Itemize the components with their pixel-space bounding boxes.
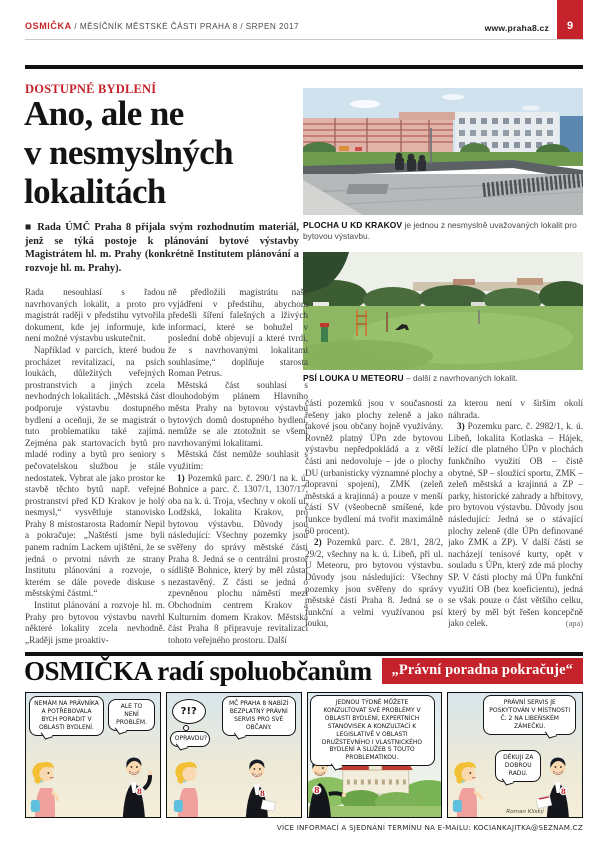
woman-character — [31, 762, 58, 817]
footer-section-title: OSMIČKA radí spoluobčanům — [24, 656, 372, 686]
photo2-caption-lead: PSÍ LOUKA U METEORU — [303, 373, 404, 383]
comic-panel-1 — [25, 692, 161, 818]
comic-panel-3 — [307, 692, 443, 818]
speech-bubble: NEMÁM NA PRÁVNÍKA A POTŘEBOVALA BYCH PORADIT V OBLASTI BYDLENÍ. — [29, 696, 104, 736]
article-lead: ■ Rada ÚMČ Praha 8 přijala svým rozhodnutím materiál, jenž se týká postoje k plánování bytové výstavby Magistrátem hl. m. Prahy (konkrétně Institutem plánování a rozvoje hl. m. Prahy). — [25, 222, 299, 274]
photo-kd-krakov — [303, 88, 583, 215]
woman-character — [174, 762, 198, 817]
body-column-1 — [25, 287, 165, 648]
author-credit: (apa) — [565, 618, 583, 628]
list-number: 2) — [314, 537, 322, 548]
headline-line-1: Ano, ale ne — [24, 94, 184, 133]
speech-bubble: JEDNOU TÝDNĚ MŮŽETE KONZULTOVAT SVÉ PROBLÉMY V OBLASTI BYDLENÍ, EXPERTNÍCH STANOVISEK A KONZULTACÍ K LEGISLATIVĚ V OBLASTI DRUŽSTEVNÍHO I VLASTNICKÉHO BYDLENÍ A SLUŽEB S TOUTO PROBLEMATIKOU. — [310, 695, 435, 766]
paragraph: Městská část souhlasí s dlouhodobým plánem Hlavního města Prahy na bytovou výstavbu bytových domů dostupného bydlení, nemůže se ale ztotožnit se všemi navrhovanými lokalitami. — [168, 379, 308, 448]
svg-text:8: 8 — [136, 786, 142, 796]
body-column-2 — [168, 287, 308, 648]
paragraph: Například v parcích, které budou procházet revitalizací, na psích loukách, důležitých veřejných prostranstvích a jiných zcela nevhodných lokalitách. „Městská část podporuje výstavbu dostupného bydlení a oceňuji, že se magistrát o tuto problematiku také zajímá. Zejména pak startovacích bytů pro mladé rodiny a bytů pro seniory s pečovatelskou službou je stále nedostatek. Vybrat ale jako prostor ke stavbě těchto bytů např. veřejné prostranství před KD Krakov je holý nesmysl,“ vysvětluje stanovisko Prahy 8 místostarosta Radomír Nepil a pokračuje: „Naštěstí jsme byli panem radním Lackem ujištěni, že se jedná o prvotní návrh ze strany Institutu plánování a rozvoje, o kterém se dále povede diskuse s městskými částmi.“ — [25, 344, 165, 599]
comic-strip — [25, 692, 583, 818]
photo1-caption-lead: PLOCHA U KD KRAKOV — [303, 220, 403, 230]
comic-art-woman-and-man — [26, 745, 160, 817]
svg-text:8: 8 — [313, 785, 320, 796]
svg-text:8: 8 — [259, 788, 265, 798]
speech-bubble: PRÁVNÍ SERVIS JE POSKYTOVÁN V MÍSTNOSTI Č. 2 NA LIBEŇSKÉM ZÁMEČKU. — [483, 695, 576, 735]
speech-bubble: DĚKUJI ZA DOBROU RADU. — [495, 750, 541, 782]
paragraph-text: Pozemků parc. č. 290/1 na k. ú. Bohnice a parc. č. 1307/1, 1307/17, oba na k. ú. Troja, všechny v okolí ul. Lodžská, lokalita Krakov, pro bytovou výstavbu. Důvody jsou následující: Všechny pozemky jsou svěřeny do správy městské části Praha 8. Jedná se o centrální prostor sídliště Bohnice, který by měl zůstat nezastavěný. Z části se jedná o zpevněnou plochu náměstí mezi Obchodním centrem Krakov a Kulturním domem Krakov. Městská část Praha 8 připravuje revitalizaci tohoto veřejného prostoru. Další — [168, 472, 308, 645]
article-kicker: DOSTUPNÉ BYDLENÍ — [25, 82, 157, 96]
body-column-3 — [305, 398, 443, 650]
brand-logo: OSMIČKA — [25, 21, 72, 31]
comic-art-woman-and-man — [167, 745, 301, 817]
sitting-people — [395, 153, 426, 171]
praha8-badge-icon — [560, 787, 568, 796]
paragraph: Rada nesouhlasí s řadou navrhovaných lokalit, a proto pro magistrát raději v předstihu vytvořila dokument, kde jej informuje, kde není možné výstavbu uskutečnit. — [25, 287, 165, 344]
woman-character — [453, 762, 482, 817]
masthead-subtitle: / MĚSÍČNÍK MĚSTSKÉ ČÁSTI PRAHA 8 / SRPEN 2017 — [71, 22, 299, 31]
top-rule — [25, 65, 583, 69]
paragraph: části pozemků jsou v současnosti řešeny jako plochy zeleně a jako takové jsou občany hojně využívány. Rovněž platný ÚPn zde bytovou výstavbu nepředpokládá a z větší části ani nedovoluje – jde o plochy DU (urbanisticky významné plochy a dopravní spojení), ZMK (zeleň městská a krajinná) a pouze v menší části SV (všeobecně smíšené, kde funkce bydlení má tvořit maximálně 60 procent). — [305, 398, 443, 536]
list-number: 1) — [177, 472, 185, 483]
man-character — [123, 758, 152, 818]
artist-signature: Roman Kliský — [506, 809, 544, 815]
comic-panel-4 — [447, 692, 583, 818]
paragraph: Institut plánování a rozvoje hl. m. Prahy pro bytovou výstavbu navrhl některé lokality zcela nevhodně. „Raději jsme proaktiv- — [25, 600, 165, 645]
list-number: 3) — [457, 421, 465, 432]
headline-line-2: v nesmyslných — [24, 132, 234, 172]
contact-email-line: VÍCE INFORMACÍ A SJEDNÁNÍ TERMÍNU NA E-MAILU: KOCIANKAJITKA@SEZNAM.CZ — [276, 823, 583, 832]
numbered-paragraph — [448, 421, 583, 630]
paragraph-text: Pozemků parc. č. 28/1, 28/2, 29/2, všechny na k. ú. Libeň, při ul. U Meteoru, pro bytovou výstavbu. Důvody jsou následující: Všechny pozemky jsou svěřeny do správy městské části Praha 8. Jedná se o funkční a velmi využívanou psí louku, — [305, 537, 443, 629]
masthead — [25, 21, 583, 37]
comic-panel-2 — [166, 692, 302, 818]
man-character — [246, 760, 276, 818]
page-number: 9 — [566, 20, 574, 32]
speech-bubble: ALE TO NENÍ PROBLÉM. — [108, 699, 155, 731]
photo1-caption-text: je jednou z nesmyslně uvažovaných lokalit pro bytovou výstavbu. — [303, 220, 577, 242]
headline-line-3: lokalitách — [24, 171, 166, 211]
numbered-paragraph — [305, 537, 443, 630]
praha8-badge-icon — [135, 787, 143, 796]
website-url: www.praha8.cz — [484, 23, 549, 33]
photo1-caption — [303, 220, 577, 243]
photo2-caption-text: – další z navrhovaných lokalit. — [403, 373, 518, 383]
article-headline — [24, 95, 304, 212]
numbered-paragraph — [168, 473, 308, 647]
photo-psi-louka — [303, 252, 583, 370]
paragraph-text: Pozemku parc. č. 2982/1, k. ú. Libeň, lokalita Kotlaska – Hájek, ležící dle platného ÚPn v plochách funkčního využití OB – čistě obytné, SP – sloužící sportu, ZMK – zeleň městská a krajinná a ZP – parky, historické zahrady a hřbitovy, pro bytovou výstavbu. Důvody jsou následující: Jedná se o stávající plochy zeleně (dle ÚPn definované jako ZMK a ZP). V další části se nacházejí tenisové kurty, opět v souladu s ÚPn, který zde má plochy SP. V části plochy má ÚPn funkční využití OB (bez koeficientu), jedná se však pouze o část většího celku, který by měl být řešen koncepčně jako celek. — [448, 421, 583, 629]
page-number-badge — [557, 0, 583, 39]
thought-bubble: ?!? — [172, 699, 206, 724]
paragraph: Městská část nemůže souhlasit s využitím: — [168, 449, 308, 471]
paragraph: za kterou není v širším okolí náhrada. — [448, 398, 583, 420]
paragraph: ně předložili magistrátu naše vyjádření v předstihu, abychom předešli šíření falešných a lživých informací, které se bohužel v poslední době objevují a které tvrdí, že s navrhovanými lokalitami souhlasíme,“ doplňuje starosta Roman Petrus. — [168, 287, 308, 379]
speech-bubble: MČ PRAHA 8 NABÍZÍ BEZPLATNÝ PRÁVNÍ SERVIS PRO SVÉ OBČANY. — [222, 696, 296, 736]
svg-text:8: 8 — [561, 786, 567, 796]
body-column-4 — [448, 398, 583, 650]
masthead-divider — [25, 39, 583, 40]
praha8-badge-icon — [258, 789, 266, 798]
speech-bubble: OPRAVDU? — [170, 731, 210, 747]
legal-advice-badge: „Právní poradna pokračuje“ — [382, 658, 583, 684]
photo2-caption — [303, 373, 577, 384]
